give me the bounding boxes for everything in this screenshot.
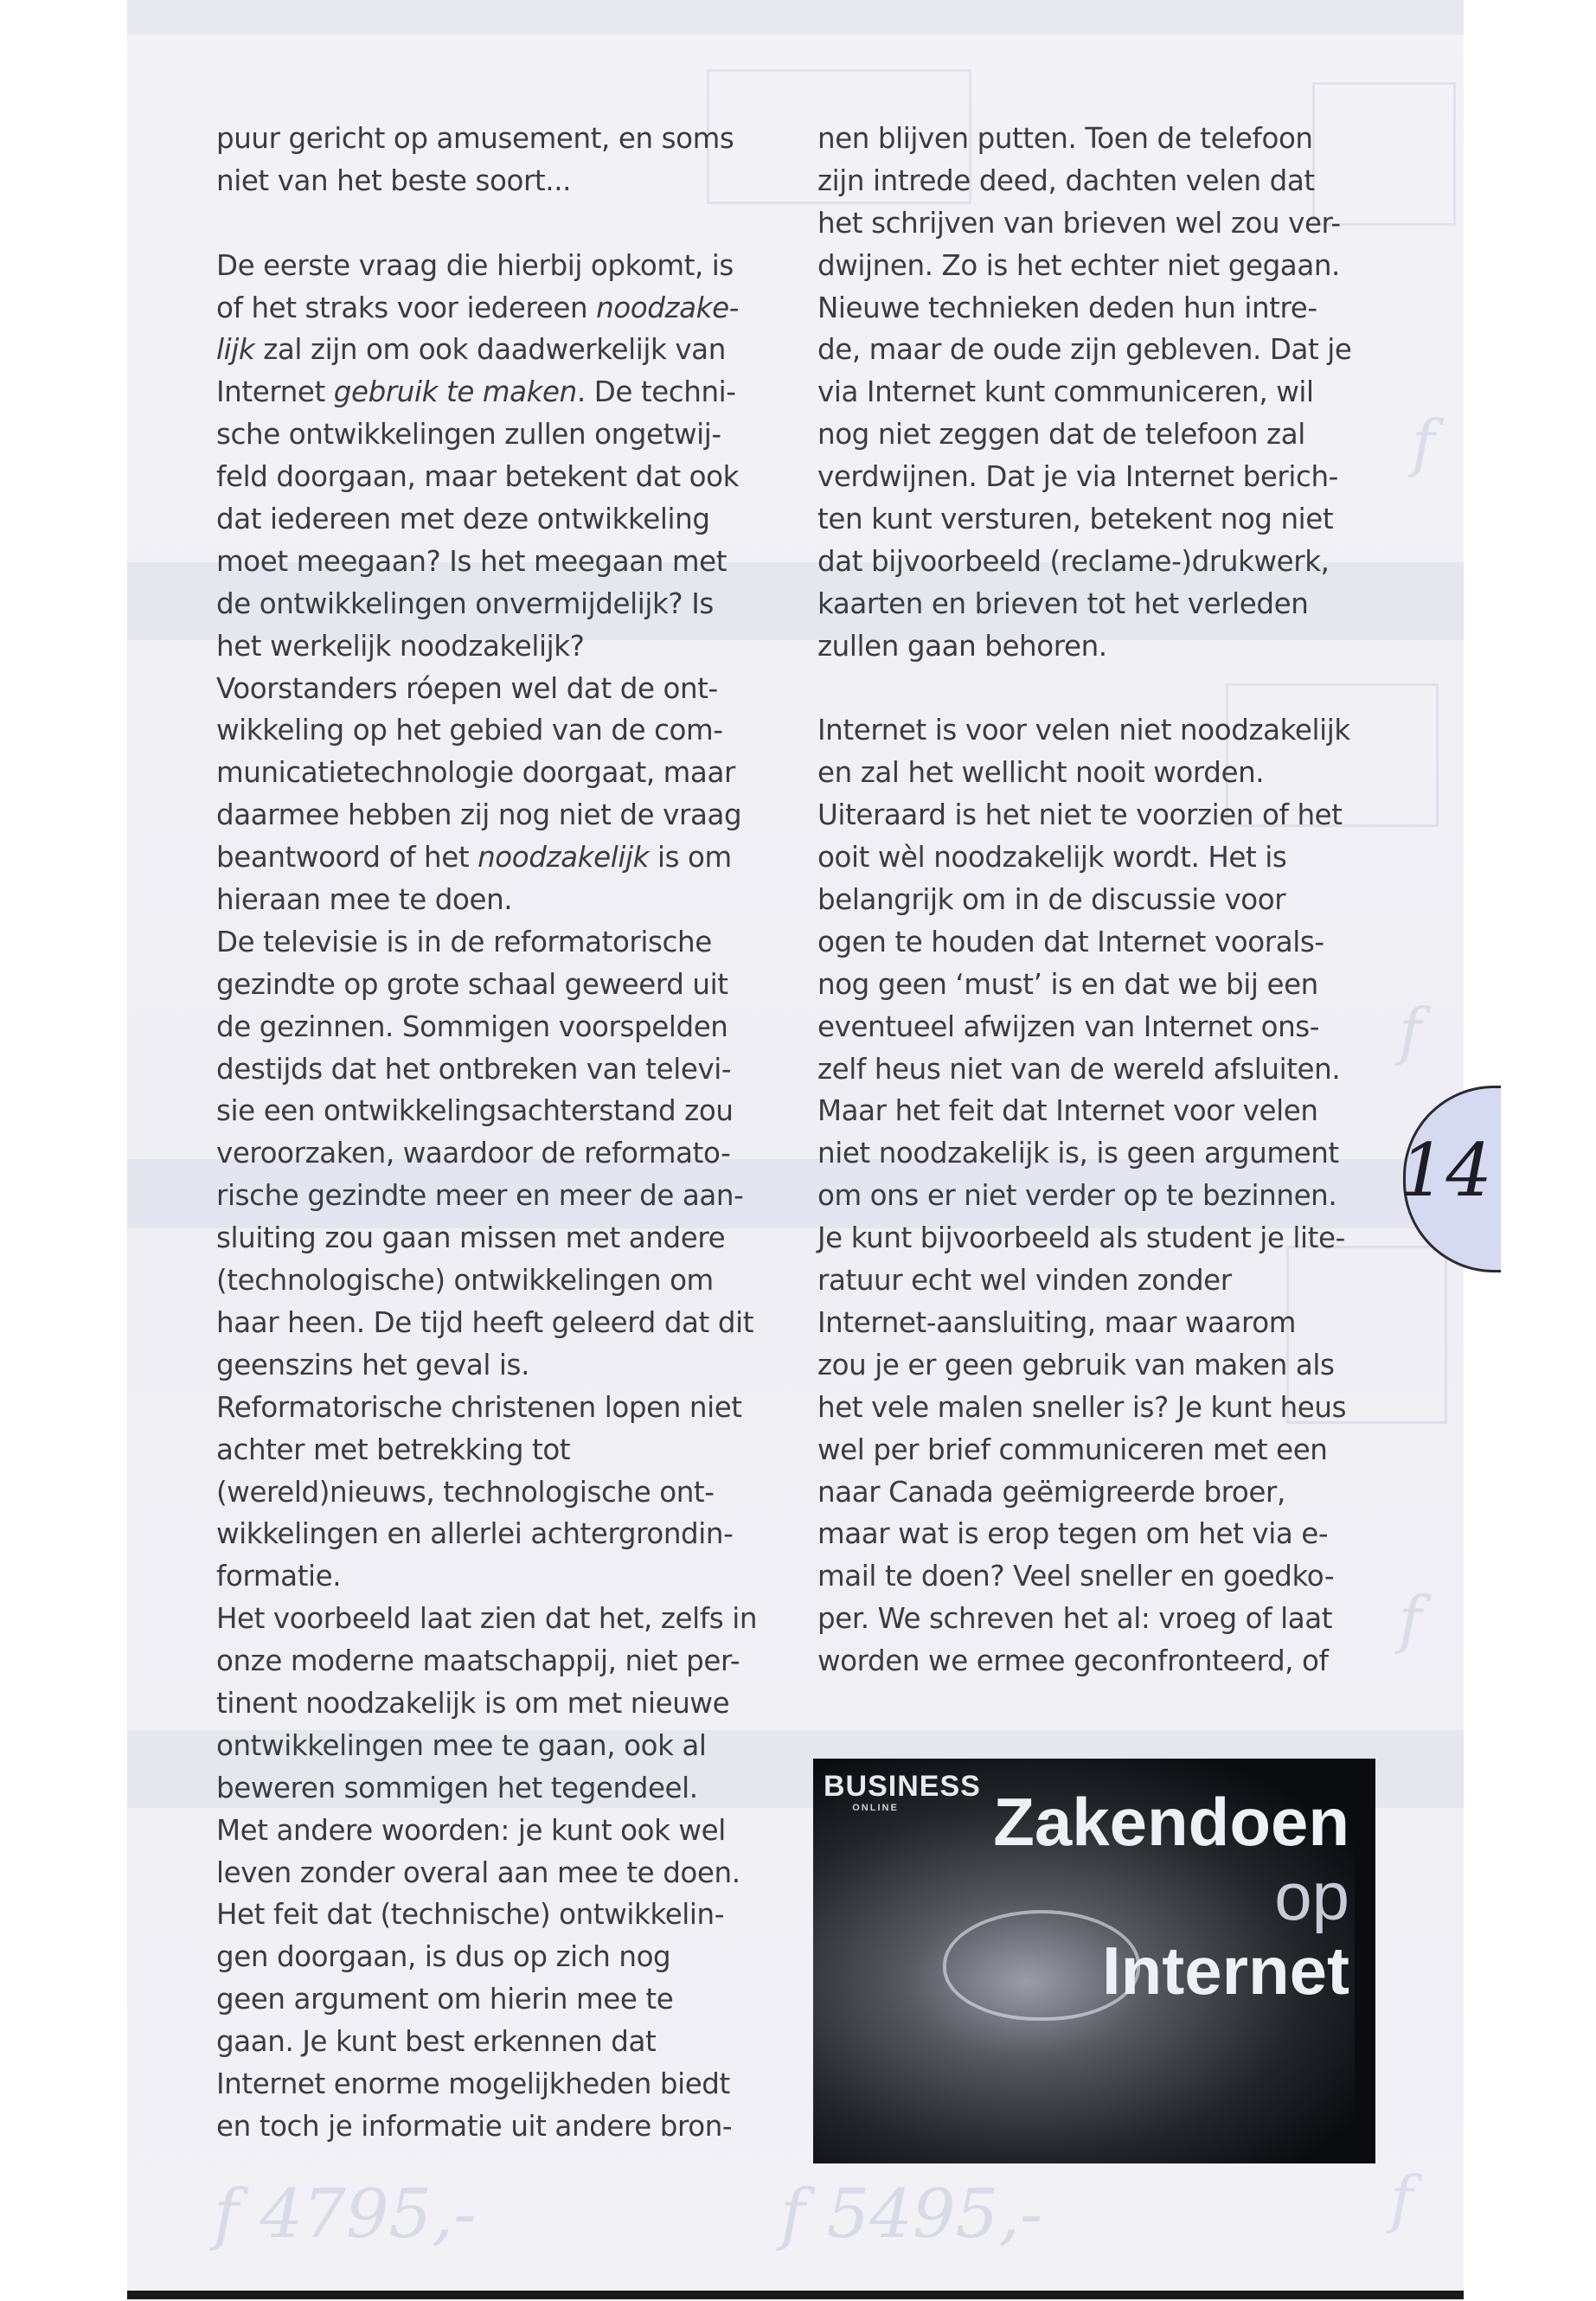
article-text-line: destijds dat het ontbreken van televi- [216,1052,732,1086]
article-text-line: leven zonder overal aan mee te doen. [216,1856,740,1889]
article-text-line: beantwoord of het noodzakelijk is om [216,841,732,875]
article-text-line: om ons er niet verder op te bezinnen. [817,1179,1337,1213]
article-text-line: Reformatorische christenen lopen niet [216,1390,742,1424]
article-text-line: feld doorgaan, maar betekent dat ook [216,460,740,494]
article-text-line: naar Canada geëmigreerde broer, [817,1475,1285,1509]
article-text-line: Maar het feit dat Internet voor velen [817,1094,1318,1128]
article-text-line: tinent noodzakelijk is om met nieuwe [216,1686,730,1720]
article-text-line: Het feit dat (technische) ontwikkelin- [216,1898,725,1932]
article-text-line: lijk zal zijn om ook daadwerkelijk van [216,333,726,367]
photo-headline [993,1785,1349,2008]
article-text-line: beweren sommigen het tegendeel. [216,1771,698,1804]
article-text-line: zou je er geen gebruik van maken als [817,1348,1335,1381]
article-text-line: en toch je informatie uit andere bron- [216,2109,733,2143]
photo-magazine-logo [824,1770,981,1814]
article-column-right [817,118,1371,1682]
article-text-line: sche ontwikkelingen zullen ongetwij- [216,418,721,452]
article-text-line: ratuur echt wel vinden zonder [817,1264,1232,1298]
article-text-line: puur gericht op amusement, en soms [216,122,734,155]
article-text-line: dat bijvoorbeeld (reclame-)drukwerk, [817,544,1330,578]
article-text-line: nen blijven putten. Toen de telefoon [817,122,1313,155]
article-text-line: rische gezindte meer en meer de aan- [216,1179,744,1213]
article-text-line: het schrijven van brieven wel zou ver- [817,206,1341,240]
article-text-line: kaarten en brieven tot het verleden [817,586,1309,620]
article-text-line: Internet gebruik te maken. De techni- [216,375,736,409]
article-text-line: achter met betrekking tot [216,1433,571,1466]
article-text-line: daarmee hebben zij nog niet de vraag [216,798,742,832]
paragraph-gap [817,668,1371,710]
article-text-line: dwijnen. Zo is het echter niet gegaan. [817,248,1340,282]
article-text-line: via Internet kunt communiceren, wil [817,375,1314,409]
article-text-line: Internet-aansluiting, maar waarom [817,1305,1297,1339]
article-text-line: moet meegaan? Is het meegaan met [216,544,727,578]
article-text-line: mail te doen? Veel sneller en goedko- [817,1560,1335,1593]
page-bottom-rule [127,2291,1464,2299]
article-text-line: nog geen ‘must’ is en dat we bij een [817,967,1318,1001]
photo-logo-text: BUSINESS [824,1770,981,1803]
article-text-line: zullen gaan behoren. [817,629,1107,663]
article-text-line: niet noodzakelijk is, is geen argument [817,1137,1339,1170]
article-text-line: wel per brief communiceren met een [817,1433,1328,1466]
article-text-line: gezindte op grote schaal geweerd uit [216,967,728,1001]
article-text-line: worden we ermee geconfronteerd, of [817,1644,1329,1678]
article-text-line: de, maar de oude zijn gebleven. Dat je [817,333,1352,367]
article-text-line: eventueel afwijzen van Internet ons- [817,1009,1320,1043]
article-text-line: Internet enorme mogelijkheden biedt [216,2067,730,2100]
article-text-line: het vele malen sneller is? Je kunt heus [817,1390,1347,1424]
article-text-line: veroorzaken, waardoor de reformato- [216,1137,731,1170]
article-text-line: geen argument om hierin mee te [216,1983,674,2016]
article-text-line: De eerste vraag die hierbij opkomt, is [216,248,734,282]
bleed-through-band [127,0,1464,35]
article-text-line: Internet is voor velen niet noodzakelijk [817,714,1350,747]
article-text-line: haar heen. De tijd heeft geleerd dat dit [216,1305,754,1339]
bleed-through-price: f 5495,- [780,2176,1043,2253]
article-text-line: of het straks voor iedereen noodzake- [216,291,739,324]
article-text-line: maar wat is erop tegen om het via e- [817,1517,1329,1551]
article-text-line: (technologische) ontwikkelingen om [216,1264,714,1298]
article-text-line: (wereld)nieuws, technologische ont- [216,1475,715,1509]
article-text-line: de ontwikkelingen onvermijdelijk? Is [216,586,714,620]
bleed-through-glyph: f [1399,1583,1422,1656]
paragraph-gap [216,202,770,245]
article-text-line: Uiteraard is het niet te voorzien of het [817,798,1343,832]
article-text-line: ten kunt versturen, betekent nog niet [817,503,1334,536]
article-text-line: onze moderne maatschappij, niet per- [216,1644,740,1678]
article-text-line: sie een ontwikkelingsachterstand zou [216,1094,734,1128]
bleed-through-glyph: f [1412,407,1435,479]
article-text-line: ontwikkelingen mee te gaan, ook al [216,1728,707,1762]
article-text-line: hieraan mee te doen. [216,883,513,917]
article-text-line: zelf heus niet van de wereld afsluiten. [817,1052,1341,1086]
article-text-line: formatie. [216,1560,342,1593]
article-text-line: nog niet zeggen dat de telefoon zal [817,418,1305,452]
article-text-line: gaan. Je kunt best erkennen dat [216,2025,657,2059]
photo-headline-line-2: op [1274,1858,1349,1934]
article-text-line: het werkelijk noodzakelijk? [216,629,585,663]
article-text-line: geenszins het geval is. [216,1348,529,1381]
article-text-line: niet van het beste soort... [216,163,572,197]
article-text-line: Het voorbeeld laat zien dat het, zelfs in [216,1602,758,1636]
article-text-line: ogen te houden dat Internet voorals- [817,925,1324,958]
page-number: 14 [1400,1128,1492,1213]
photo-logo-subtext: ONLINE [852,1803,899,1813]
article-text-line: zijn intrede deed, dachten velen dat [817,163,1315,197]
article-text-line: Met andere woorden: je kunt ook wel [216,1813,726,1847]
bleed-through-glyph: f [1399,995,1422,1067]
article-text-line: wikkelingen en allerlei achtergrondin- [216,1517,734,1551]
article-text-line: Voorstanders róepen wel dat de ont- [216,671,718,705]
article-text-line: Nieuwe technieken deden hun intre- [817,291,1317,324]
article-text-line: Je kunt bijvoorbeeld als student je lite- [817,1221,1345,1255]
article-text-line: en zal het wellicht nooit worden. [817,756,1265,790]
article-text-line: gen doorgaan, is dus op zich nog [216,1940,671,1974]
article-column-left [216,118,770,2148]
article-text-line: verdwijnen. Dat je via Internet berich- [817,460,1339,494]
article-text-line: dat iedereen met deze ontwikkeling [216,503,710,536]
article-text-line: de gezinnen. Sommigen voorspelden [216,1009,728,1043]
article-text-line: De televisie is in de reformatorische [216,925,712,958]
article-text-line: per. We schreven het al: vroeg of laat [817,1602,1333,1636]
photo-headline-line-3: Internet [1101,1932,1349,2009]
article-text-line: sluiting zou gaan missen met andere [216,1221,726,1255]
photo-border [1355,1759,1375,2163]
article-photo [813,1759,1375,2163]
article-text-line: wikkeling op het gebied van de com- [216,714,723,747]
bleed-through-price: f 4795,- [214,2176,477,2253]
bleed-through-glyph: f [1390,2163,1413,2235]
article-text-line: belangrijk om in de discussie voor [817,883,1286,917]
photo-headline-line-1: Zakendoen [993,1784,1349,1860]
article-text-line: ooit wèl noodzakelijk wordt. Het is [817,841,1287,875]
article-text-line: municatietechnologie doorgaat, maar [216,756,735,790]
